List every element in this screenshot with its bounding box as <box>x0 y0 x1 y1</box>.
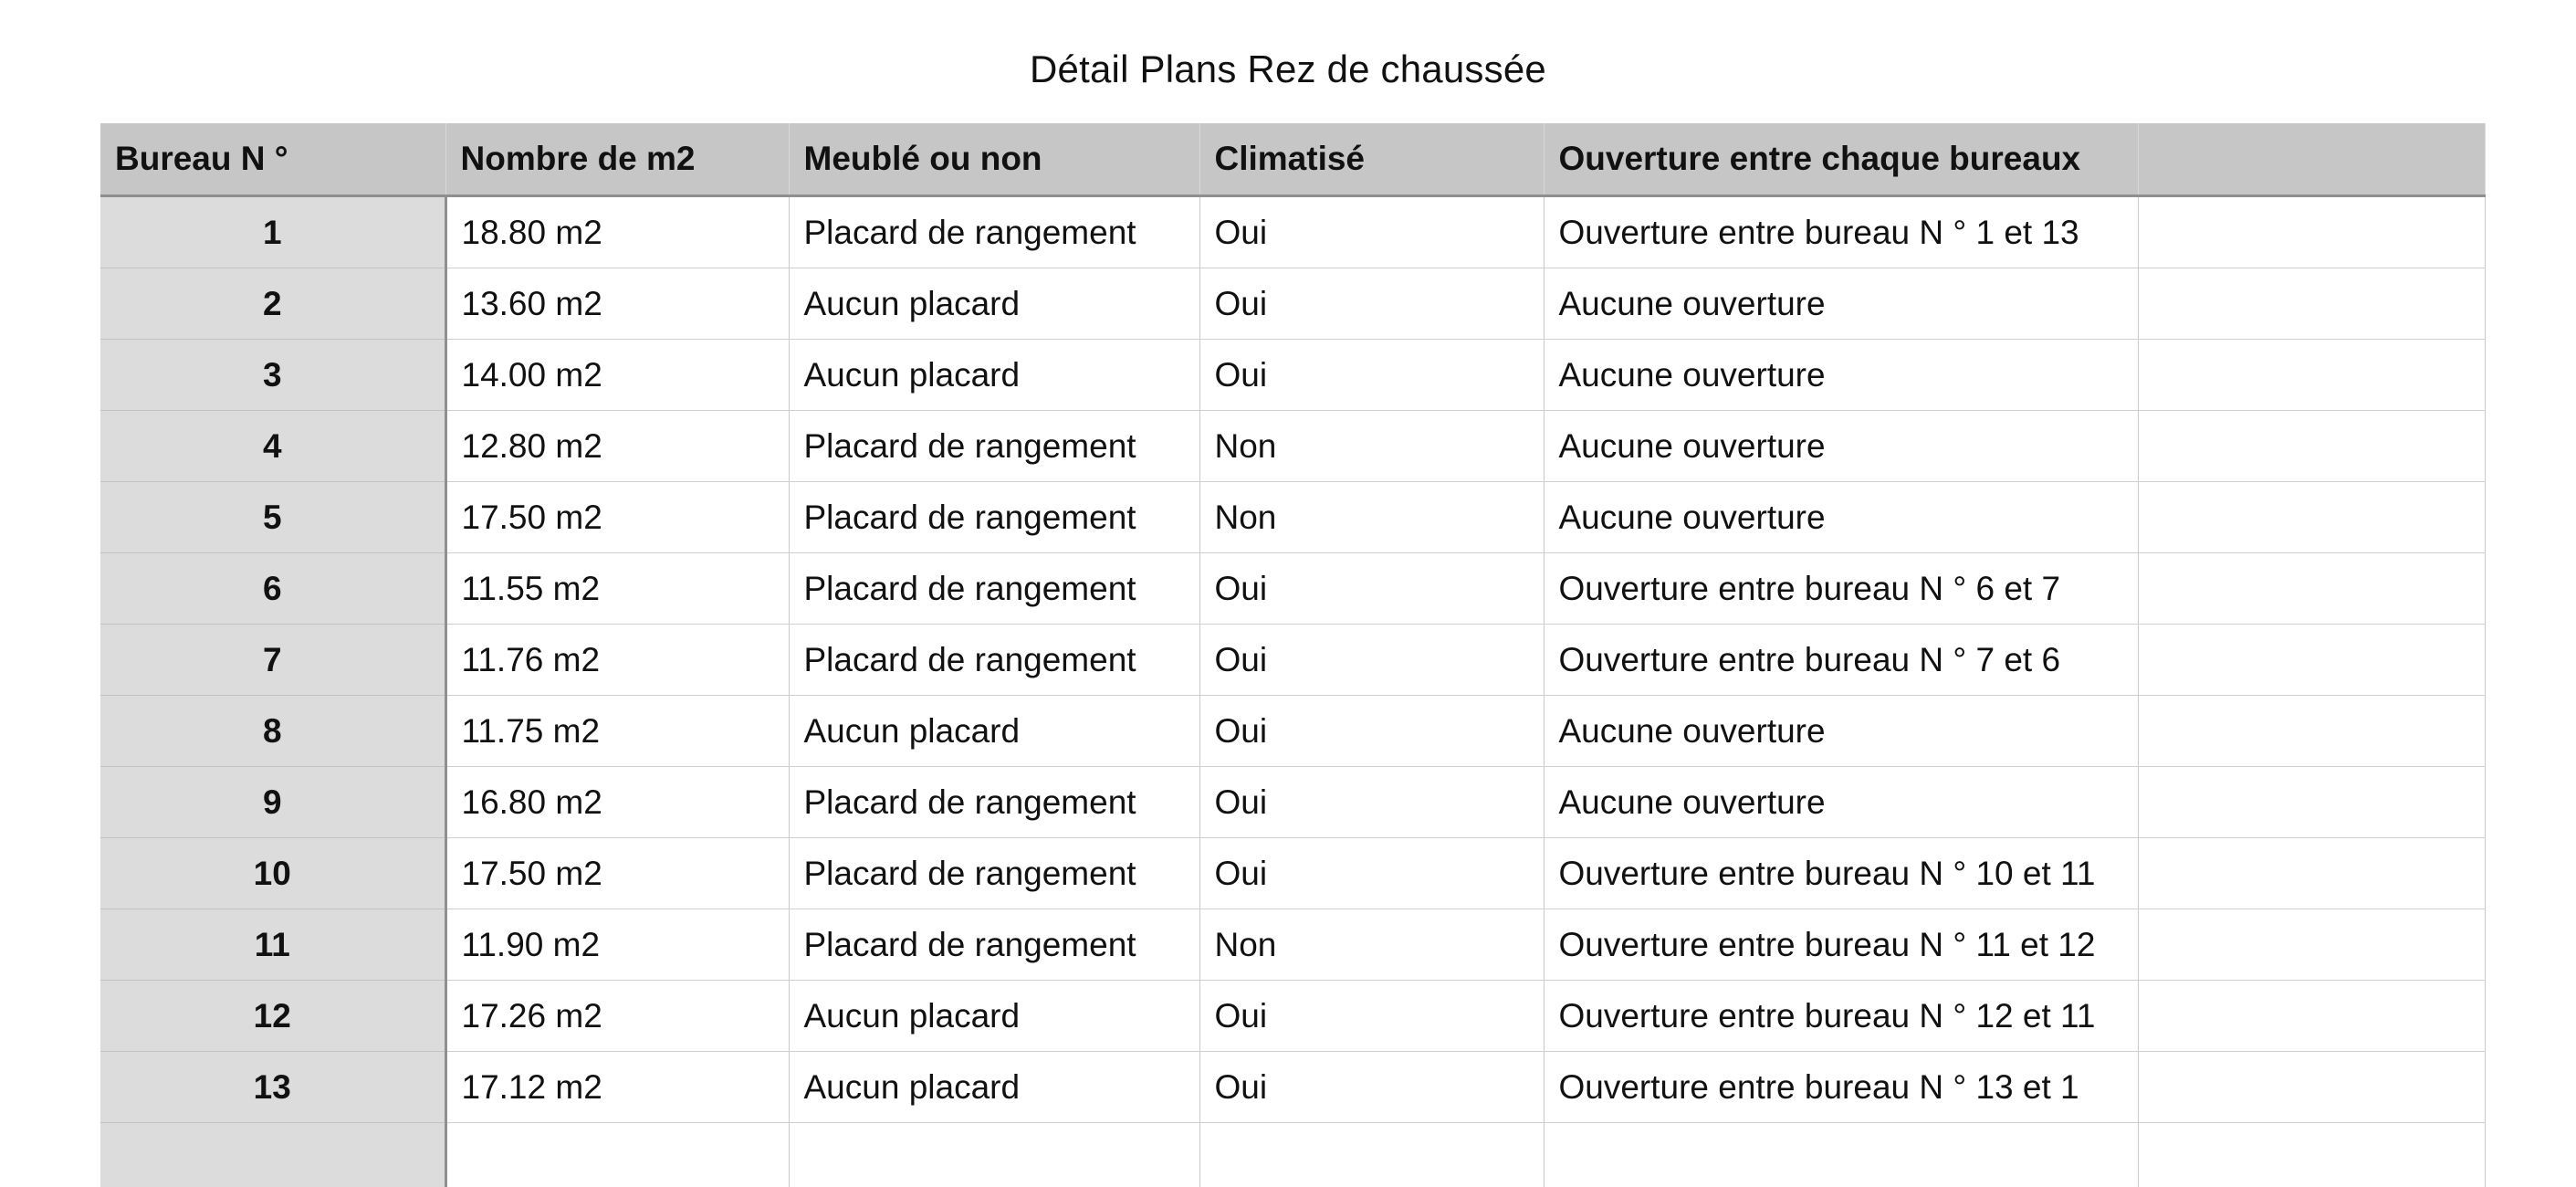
cell-openings[interactable]: Ouverture entre bureau N ° 7 et 6 <box>1544 625 2138 696</box>
cell-area[interactable]: 11.90 m2 <box>445 909 789 981</box>
table-row <box>100 625 2485 696</box>
table-row <box>100 981 2485 1052</box>
cell-extra[interactable] <box>2138 411 2485 482</box>
cell-air-conditioned[interactable]: Oui <box>1199 767 1544 838</box>
header-air-conditioned[interactable]: Climatisé <box>1199 123 1544 196</box>
table-row <box>100 696 2485 767</box>
cell-furnished[interactable]: Placard de rangement <box>789 553 1199 625</box>
cell-air-conditioned[interactable]: Oui <box>1199 553 1544 625</box>
cell-area[interactable]: 16.80 m2 <box>445 767 789 838</box>
table-row <box>100 909 2485 981</box>
cell-air-conditioned[interactable]: Non <box>1199 411 1544 482</box>
cell-area[interactable] <box>445 1123 789 1187</box>
cell-extra[interactable] <box>2138 625 2485 696</box>
cell-bureau-number[interactable] <box>100 1123 445 1187</box>
cell-air-conditioned[interactable]: Non <box>1199 909 1544 981</box>
cell-area[interactable]: 11.55 m2 <box>445 553 789 625</box>
header-extra[interactable] <box>2138 123 2485 196</box>
cell-air-conditioned[interactable]: Oui <box>1199 196 1544 268</box>
cell-bureau-number[interactable]: 12 <box>100 981 445 1052</box>
header-furnished[interactable]: Meublé ou non <box>789 123 1199 196</box>
offices-table <box>100 123 2486 1187</box>
cell-openings[interactable]: Aucune ouverture <box>1544 411 2138 482</box>
cell-extra[interactable] <box>2138 909 2485 981</box>
cell-extra[interactable] <box>2138 340 2485 411</box>
table-row <box>100 196 2485 268</box>
cell-furnished[interactable]: Placard de rangement <box>789 625 1199 696</box>
table-row <box>100 340 2485 411</box>
cell-openings[interactable]: Aucune ouverture <box>1544 268 2138 340</box>
cell-bureau-number[interactable]: 6 <box>100 553 445 625</box>
table-body <box>100 196 2485 1187</box>
cell-extra[interactable] <box>2138 1123 2485 1187</box>
cell-bureau-number[interactable]: 5 <box>100 482 445 553</box>
cell-furnished[interactable]: Placard de rangement <box>789 838 1199 909</box>
cell-area[interactable]: 17.50 m2 <box>445 482 789 553</box>
cell-area[interactable]: 11.75 m2 <box>445 696 789 767</box>
table-row <box>100 553 2485 625</box>
cell-bureau-number[interactable]: 9 <box>100 767 445 838</box>
cell-extra[interactable] <box>2138 553 2485 625</box>
cell-furnished[interactable]: Aucun placard <box>789 268 1199 340</box>
cell-furnished[interactable]: Placard de rangement <box>789 196 1199 268</box>
cell-area[interactable]: 11.76 m2 <box>445 625 789 696</box>
cell-openings[interactable]: Ouverture entre bureau N ° 12 et 11 <box>1544 981 2138 1052</box>
cell-bureau-number[interactable]: 13 <box>100 1052 445 1123</box>
header-bureau-number[interactable]: Bureau N ° <box>100 123 445 196</box>
cell-furnished[interactable]: Aucun placard <box>789 1052 1199 1123</box>
header-area[interactable]: Nombre de m2 <box>445 123 789 196</box>
cell-extra[interactable] <box>2138 1052 2485 1123</box>
cell-openings[interactable]: Aucune ouverture <box>1544 340 2138 411</box>
cell-area[interactable]: 18.80 m2 <box>445 196 789 268</box>
cell-furnished[interactable]: Placard de rangement <box>789 411 1199 482</box>
cell-furnished[interactable]: Aucun placard <box>789 696 1199 767</box>
cell-extra[interactable] <box>2138 482 2485 553</box>
table-row <box>100 482 2485 553</box>
cell-extra[interactable] <box>2138 838 2485 909</box>
table-row <box>100 1123 2485 1187</box>
cell-extra[interactable] <box>2138 696 2485 767</box>
cell-openings[interactable]: Ouverture entre bureau N ° 11 et 12 <box>1544 909 2138 981</box>
cell-openings[interactable]: Ouverture entre bureau N ° 13 et 1 <box>1544 1052 2138 1123</box>
table-row <box>100 838 2485 909</box>
cell-air-conditioned[interactable]: Non <box>1199 482 1544 553</box>
cell-openings[interactable]: Ouverture entre bureau N ° 6 et 7 <box>1544 553 2138 625</box>
cell-area[interactable]: 14.00 m2 <box>445 340 789 411</box>
header-openings[interactable]: Ouverture entre chaque bureaux <box>1544 123 2138 196</box>
cell-furnished[interactable]: Placard de rangement <box>789 482 1199 553</box>
cell-air-conditioned[interactable]: Oui <box>1199 838 1544 909</box>
cell-furnished[interactable]: Placard de rangement <box>789 909 1199 981</box>
table-row <box>100 767 2485 838</box>
table-row <box>100 1052 2485 1123</box>
cell-bureau-number[interactable]: 10 <box>100 838 445 909</box>
cell-air-conditioned[interactable]: Oui <box>1199 1052 1544 1123</box>
cell-area[interactable]: 17.12 m2 <box>445 1052 789 1123</box>
cell-area[interactable]: 12.80 m2 <box>445 411 789 482</box>
cell-area[interactable]: 17.50 m2 <box>445 838 789 909</box>
cell-air-conditioned[interactable]: Oui <box>1199 696 1544 767</box>
cell-openings[interactable]: Ouverture entre bureau N ° 10 et 11 <box>1544 838 2138 909</box>
cell-air-conditioned[interactable]: Oui <box>1199 268 1544 340</box>
cell-furnished[interactable]: Aucun placard <box>789 981 1199 1052</box>
cell-bureau-number[interactable]: 3 <box>100 340 445 411</box>
cell-air-conditioned[interactable]: Oui <box>1199 981 1544 1052</box>
cell-area[interactable]: 17.26 m2 <box>445 981 789 1052</box>
cell-furnished[interactable]: Aucun placard <box>789 340 1199 411</box>
cell-area[interactable]: 13.60 m2 <box>445 268 789 340</box>
cell-bureau-number[interactable]: 8 <box>100 696 445 767</box>
cell-bureau-number[interactable]: 4 <box>100 411 445 482</box>
cell-air-conditioned[interactable] <box>1199 1123 1544 1187</box>
cell-furnished[interactable] <box>789 1123 1199 1187</box>
cell-openings[interactable]: Aucune ouverture <box>1544 482 2138 553</box>
cell-extra[interactable] <box>2138 767 2485 838</box>
cell-extra[interactable] <box>2138 981 2485 1052</box>
cell-bureau-number[interactable]: 1 <box>100 196 445 268</box>
cell-openings[interactable]: Ouverture entre bureau N ° 1 et 13 <box>1544 196 2138 268</box>
cell-air-conditioned[interactable]: Oui <box>1199 340 1544 411</box>
cell-extra[interactable] <box>2138 268 2485 340</box>
page-title: Détail Plans Rez de chaussée <box>1030 47 1546 90</box>
cell-air-conditioned[interactable]: Oui <box>1199 625 1544 696</box>
cell-openings[interactable]: Aucune ouverture <box>1544 767 2138 838</box>
cell-bureau-number[interactable]: 11 <box>100 909 445 981</box>
cell-furnished[interactable]: Placard de rangement <box>789 767 1199 838</box>
table-row <box>100 411 2485 482</box>
table-row <box>100 268 2485 340</box>
cell-openings[interactable] <box>1544 1123 2138 1187</box>
cell-bureau-number[interactable]: 2 <box>100 268 445 340</box>
cell-openings[interactable]: Aucune ouverture <box>1544 696 2138 767</box>
header-row <box>100 123 2485 196</box>
cell-extra[interactable] <box>2138 196 2485 268</box>
cell-bureau-number[interactable]: 7 <box>100 625 445 696</box>
